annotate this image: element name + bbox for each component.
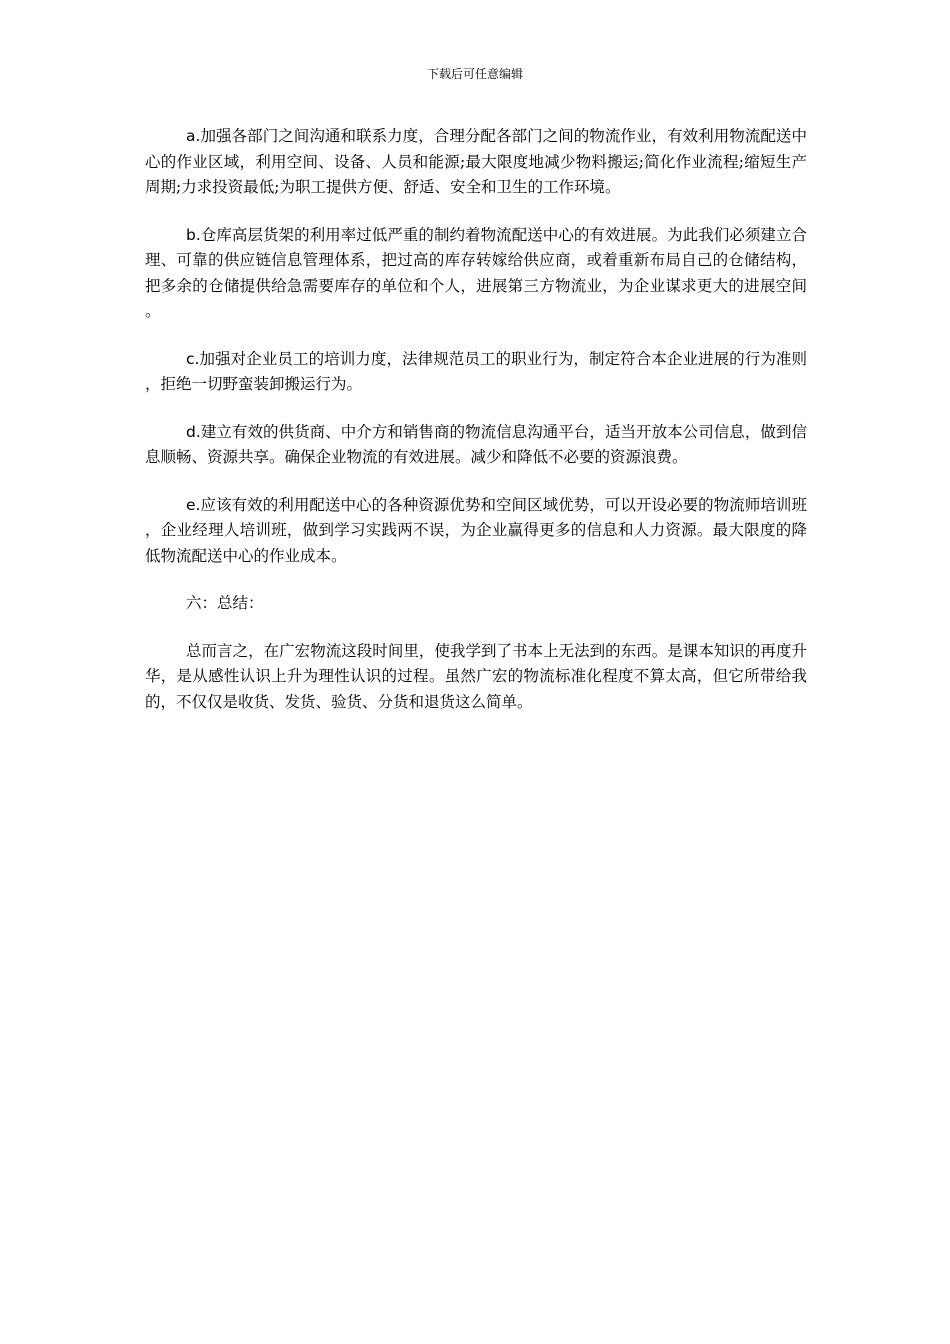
paragraph-text: 加强对企业员工的培训力度，法律规范员工的职业行为，制定符合本企业进展的行为准则，拒绝一切野蛮装卸搬运行为。 xyxy=(145,349,807,393)
paragraph-marker: c. xyxy=(186,349,200,368)
paragraph-marker: b. xyxy=(186,225,201,244)
paragraph-a xyxy=(145,124,807,201)
heading-text: 六：总结： xyxy=(186,594,264,612)
paragraph-b xyxy=(145,223,807,325)
header-note: 下载后可任意编辑 xyxy=(426,67,523,81)
paragraph-text: 应该有效的利用配送中心的各种资源优势和空间区域优势，可以开设必要的物流师培训班，企业经理人培训班，做到学习实践两不误，为企业赢得更多的信息和人力资源。最大限度的降低物流配送中心的作业成本。 xyxy=(145,495,807,565)
paragraph-text: 建立有效的供货商、中介方和销售商的物流信息沟通平台，适当开放本公司信息，做到信息顺畅、资源共享。确保企业物流的有效进展。减少和降低不必要的资源浪费。 xyxy=(145,422,807,466)
section-heading-summary xyxy=(145,591,807,617)
paragraph-text: 总而言之，在广宏物流这段时间里，使我学到了书本上无法到的东西。是课本知识的再度升华，是从感性认识上升为理性认识的过程。虽然广宏的物流标准化程度不算太高，但它所带给我的，不仅仅是收货、发货、验货、分货和退货这么简单。 xyxy=(145,641,807,711)
paragraph-summary xyxy=(145,639,807,716)
document-body xyxy=(145,124,807,737)
paragraph-text: 仓库高层货架的利用率过低严重的制约着物流配送中心的有效进展。为此我们必须建立合理、可靠的供应链信息管理体系，把过高的库存转嫁给供应商，或着重新布局自己的仓储结构，把多余的仓储提供给急需要库存的单位和个人，进展第三方物流业，为企业谋求更大的进展空间。 xyxy=(145,225,807,320)
paragraph-c xyxy=(145,347,807,398)
paragraph-text: 加强各部门之间沟通和联系力度，合理分配各部门之间的物流作业，有效利用物流配送中心的作业区域，利用空间、设备、人员和能源;最大限度地减少物料搬运;简化作业流程;缩短生产周期;力求投资最低;为职工提供方便、舒适、安全和卫生的工作环境。 xyxy=(145,127,807,196)
paragraph-e xyxy=(145,493,807,570)
paragraph-d xyxy=(145,420,807,471)
paragraph-marker: d. xyxy=(186,422,201,441)
paragraph-marker: e. xyxy=(186,495,201,514)
paragraph-marker: a. xyxy=(186,127,201,145)
